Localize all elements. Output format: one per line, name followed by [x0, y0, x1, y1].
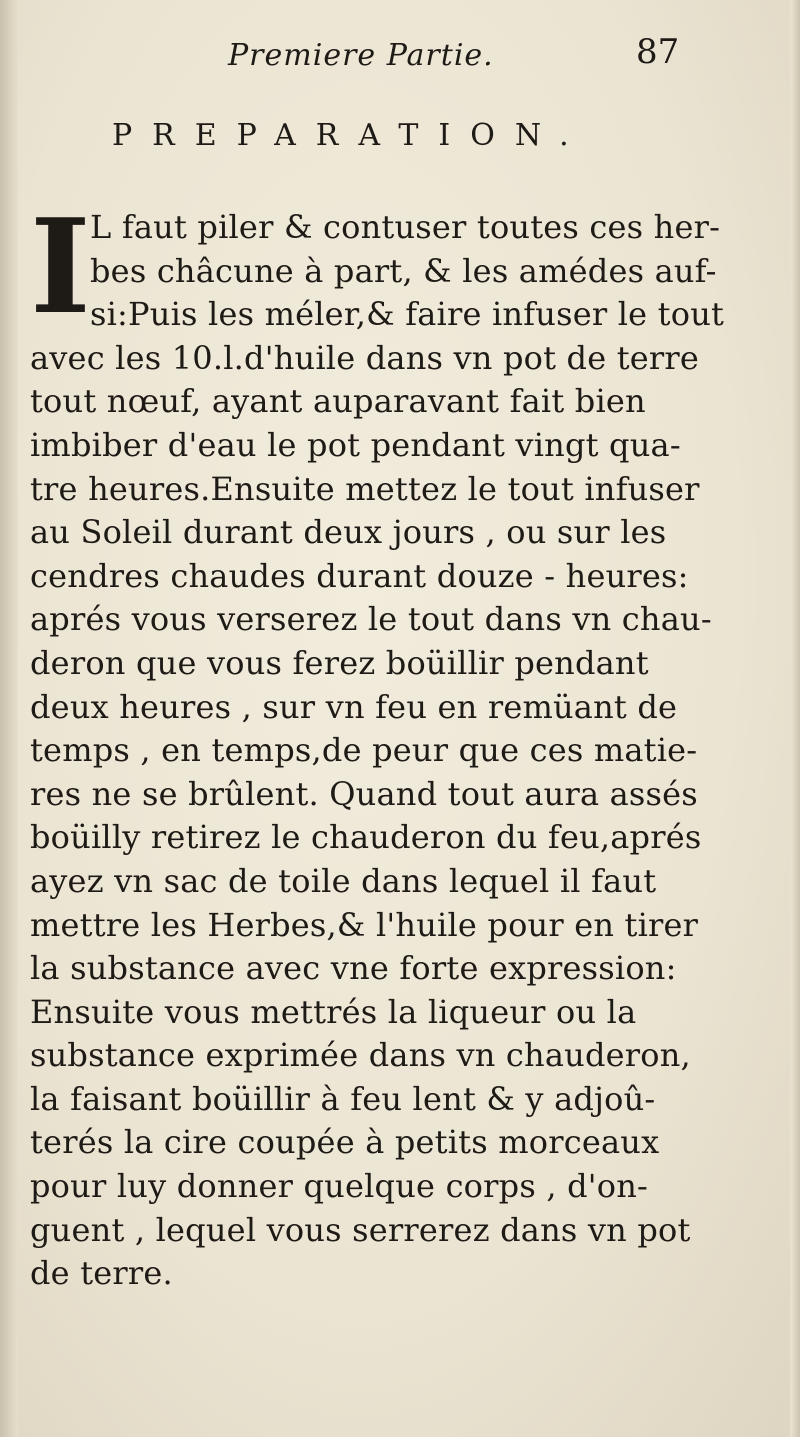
text-line: guent , lequel vous serrerez dans vn pot [30, 1210, 691, 1249]
text-line: la faisant boüillir à feu lent & y adjoû- [30, 1079, 656, 1118]
text-line: terés la cire coupée à petits morceaux [30, 1123, 660, 1162]
drop-cap: I [30, 190, 91, 343]
page-number: 87 [636, 32, 680, 72]
text-line: avec les 10.l.d'huile dans vn pot de terre [30, 338, 700, 377]
text-line: deux heures , sur vn feu en remüant de [30, 687, 678, 726]
text-line: Ensuite vous mettrés la liqueur ou la [30, 992, 637, 1031]
text-line: imbiber d'eau le pot pendant vingt qua- [30, 425, 681, 464]
text-line: temps , en temps,de peur que ces matie- [30, 731, 698, 770]
text-line: deron que vous ferez boüillir pendant [30, 643, 649, 682]
text-line: L faut piler & contuser toutes ces her- [90, 208, 721, 246]
text-line: substance exprimée dans vn chauderon, [30, 1036, 691, 1075]
text-line: au Soleil durant deux jours , ou sur les [30, 513, 667, 552]
text-line: aprés vous verserez le tout dans vn chau- [30, 600, 712, 639]
text-line: la substance avec vne forte expression: [30, 949, 677, 988]
text-line: ayez vn sac de toile dans lequel il faut [30, 861, 657, 900]
text-line: mettre les Herbes,& l'huile pour en tirer [30, 905, 699, 944]
running-head [0, 22, 800, 82]
text-line: res ne se brûlent. Quand tout aura assés [30, 774, 698, 813]
text-line: tre heures.Ensuite mettez le tout infuser [30, 469, 700, 508]
text-line: pour luy donner quelque corps , d'on- [30, 1167, 649, 1206]
text-line: tout nœuf, ayant auparavant fait bien [30, 382, 646, 421]
section-title: PREPARATION. [112, 118, 589, 153]
page-gutter-shadow [0, 0, 18, 1437]
text-line: bes châcune à part, & les amédes auf- [90, 251, 717, 290]
text-line: boüilly retirez le chauderon du feu,aprés [30, 818, 702, 857]
body-text [30, 190, 725, 1296]
text-line: si:Puis les méler,& faire infuser le tout [90, 295, 725, 334]
page-edge-shadow [790, 0, 800, 1437]
text-line: de terre. [30, 1254, 173, 1293]
text-line: cendres chaudes durant douze - heures: [30, 556, 689, 595]
running-head-title: Premiere Partie. [228, 38, 494, 73]
